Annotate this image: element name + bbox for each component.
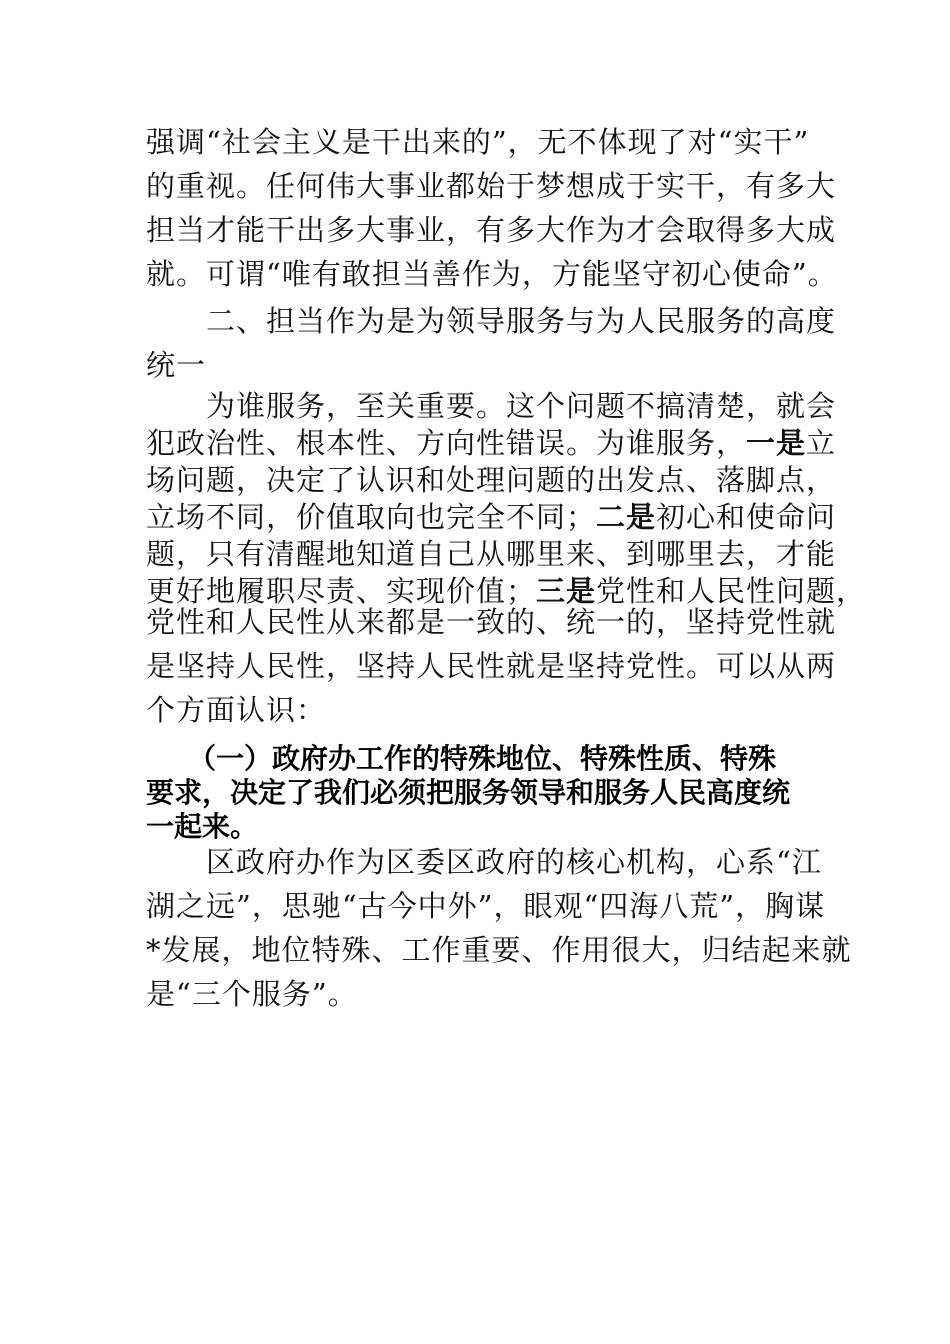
paragraph-service	[146, 388, 867, 610]
text-run: 犯政治性、根本性、方向性错误。为谁服务，	[146, 426, 747, 460]
text-run: 立	[806, 426, 837, 460]
emphasis-first: 一是	[746, 426, 807, 460]
text-run: 更好地履职尽责、实现价值；	[146, 574, 537, 608]
text-run: 初心和使命问	[656, 500, 837, 534]
text-line: 为谁服务，至关重要。这个问题不搞清楚，就会	[146, 389, 837, 423]
text-line: 场问题，决定了认识和处理问题的出发点、落脚点，	[146, 463, 837, 497]
text-line: 就。可谓“唯有敢担当善作为，方能坚守初心使命”。	[146, 257, 838, 291]
text-line: 二、担当作为是为领导服务与为人民服务的高度	[146, 304, 837, 338]
text-line: 个方面认识：	[146, 693, 327, 727]
paragraph-service-cont	[146, 600, 837, 732]
text-line: 区政府办作为区委区政府的核心机构，心系“江	[146, 845, 822, 879]
paragraph-office	[146, 840, 852, 1016]
emphasis-second: 二是	[596, 500, 657, 534]
heading-line: （一）政府办工作的特殊地位、特殊性质、特殊	[146, 742, 777, 775]
text-line: 强调“社会主义是干出来的”，无不体现了对“实干”	[146, 125, 810, 159]
text-line: 担当才能干出多大事业，有多大作为才会取得多大成	[146, 213, 837, 247]
heading-line: 要求，决定了我们必须把服务领导和服务人民高度统	[146, 776, 791, 809]
text-line	[146, 425, 837, 462]
text-run: 党性和人民性问题，	[596, 574, 867, 608]
subheading-1	[146, 742, 826, 844]
text-line: 是坚持人民性，坚持人民性就是坚持党性。可以从两	[146, 649, 837, 683]
paragraph-intro	[146, 120, 838, 296]
text-line: 湖之远”，思驰“古今中外”，眼观“四海八荒”，胸谋	[146, 889, 826, 923]
text-line: 党性和人民性从来都是一致的、统一的，坚持党性就	[146, 605, 837, 639]
text-line	[146, 499, 837, 536]
text-line: 统一	[146, 348, 207, 382]
emphasis-third: 三是	[536, 574, 597, 608]
text-line: *发展，地位特殊、工作重要、作用很大，归结起来就	[146, 933, 852, 967]
text-line: 题，只有清醒地知道自己从哪里来、到哪里去，才能	[146, 537, 837, 571]
text-line: 是“三个服务”。	[146, 977, 358, 1011]
heading-line: 一起来。	[146, 810, 259, 843]
text-line: 的重视。任何伟大事业都始于梦想成于实干，有多大	[146, 169, 837, 203]
section-heading-2	[146, 299, 837, 387]
text-run: 立场不同，价值取向也完全不同；	[146, 500, 597, 534]
